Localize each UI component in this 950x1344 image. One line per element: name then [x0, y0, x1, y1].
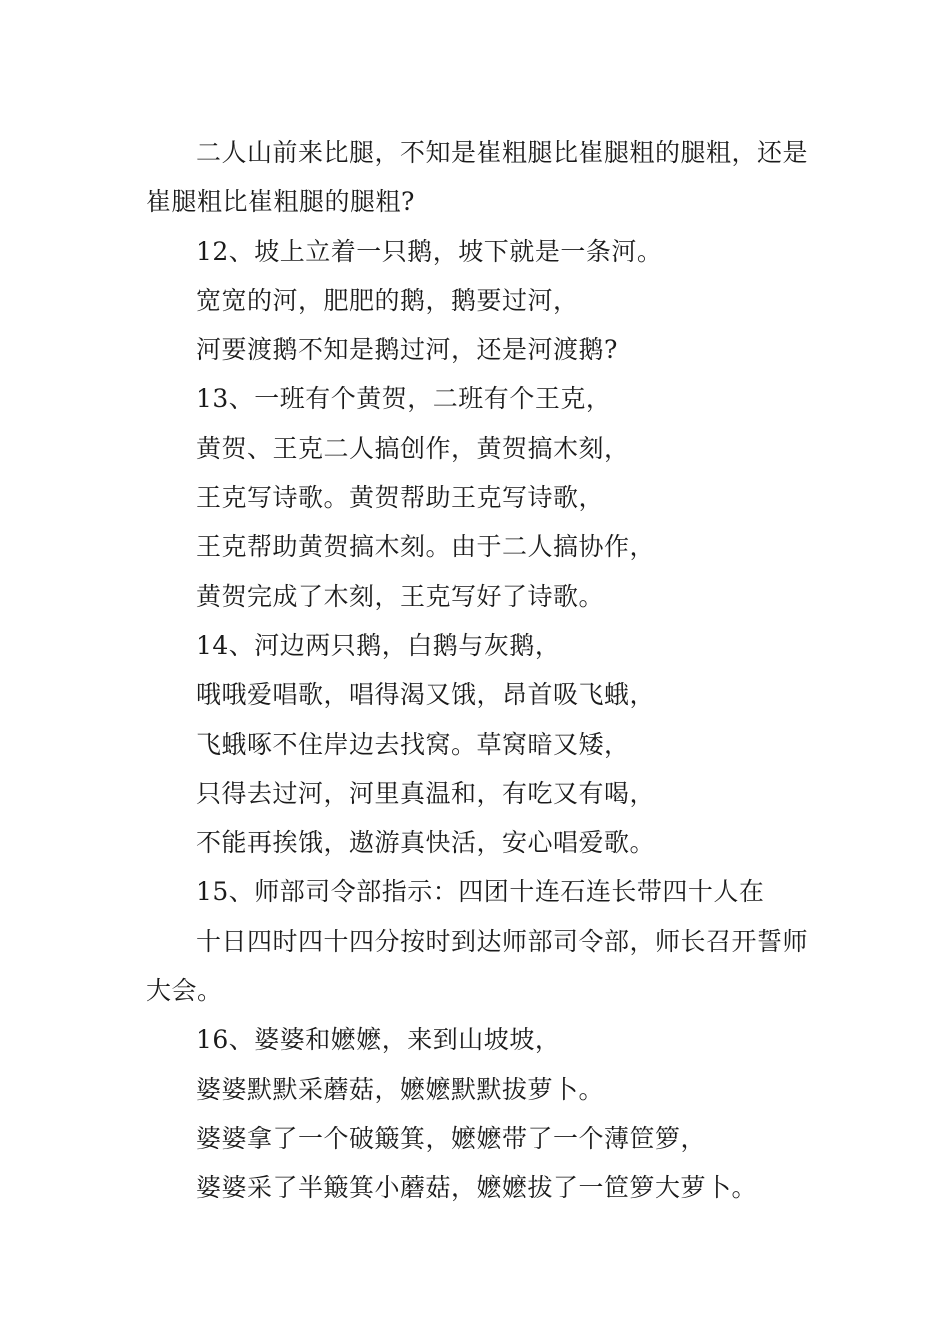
paragraph-19: 婆婆拿了一个破簸箕，嬷嬷带了一个薄笸箩，	[196, 1123, 707, 1153]
paragraph-10: 14、河边两只鹅，白鹅与灰鹅，	[196, 630, 561, 660]
paragraph-17: 16、婆婆和嬷嬷，来到山坡坡，	[196, 1025, 561, 1055]
paragraph-18: 婆婆默默采蘑菇，嬷嬷默默拔萝卜。	[196, 1074, 605, 1104]
paragraph-5: 13、一班有个黄贺，二班有个王克，	[196, 384, 612, 414]
paragraph-14: 不能再挨饿，遨游真快活，安心唱爱歌。	[196, 828, 656, 858]
paragraph-13: 只得去过河，河里真温和，有吃又有喝，	[196, 778, 656, 808]
paragraph-12: 飞蛾啄不住岸边去找窝。草窝暗又矮，	[196, 729, 630, 759]
paragraph-11: 哦哦爱唱歌，唱得渴又饿，昂首吸飞蛾，	[196, 680, 656, 710]
paragraph-15: 15、师部司令部指示：四团十连石连长带四十人在	[196, 877, 765, 907]
paragraph-20: 婆婆采了半簸箕小蘑菇，嬷嬷拔了一笸箩大萝卜。	[196, 1173, 758, 1203]
paragraph-3: 宽宽的河，肥肥的鹅，鹅要过河，	[196, 285, 579, 315]
paragraph-4: 河要渡鹅不知是鹅过河，还是河渡鹅?	[196, 335, 618, 365]
paragraph-2: 12、坡上立着一只鹅，坡下就是一条河。	[196, 236, 663, 266]
paragraph-9: 黄贺完成了木刻，王克写好了诗歌。	[196, 581, 605, 611]
paragraph-1: 二人山前来比腿，不知是崔粗腿比崔腿粗的腿粗，还是崔腿粗比崔粗腿的腿粗?	[146, 138, 809, 217]
document-body	[146, 128, 808, 1213]
paragraph-8: 王克帮助黄贺搞木刻。由于二人搞协作，	[196, 532, 656, 562]
paragraph-6: 黄贺、王克二人搞创作，黄贺搞木刻，	[196, 433, 630, 463]
paragraph-7: 王克写诗歌。黄贺帮助王克写诗歌，	[196, 483, 605, 513]
paragraph-16: 十日四时四十四分按时到达师部司令部，师长召开誓师大会。	[146, 926, 809, 1006]
